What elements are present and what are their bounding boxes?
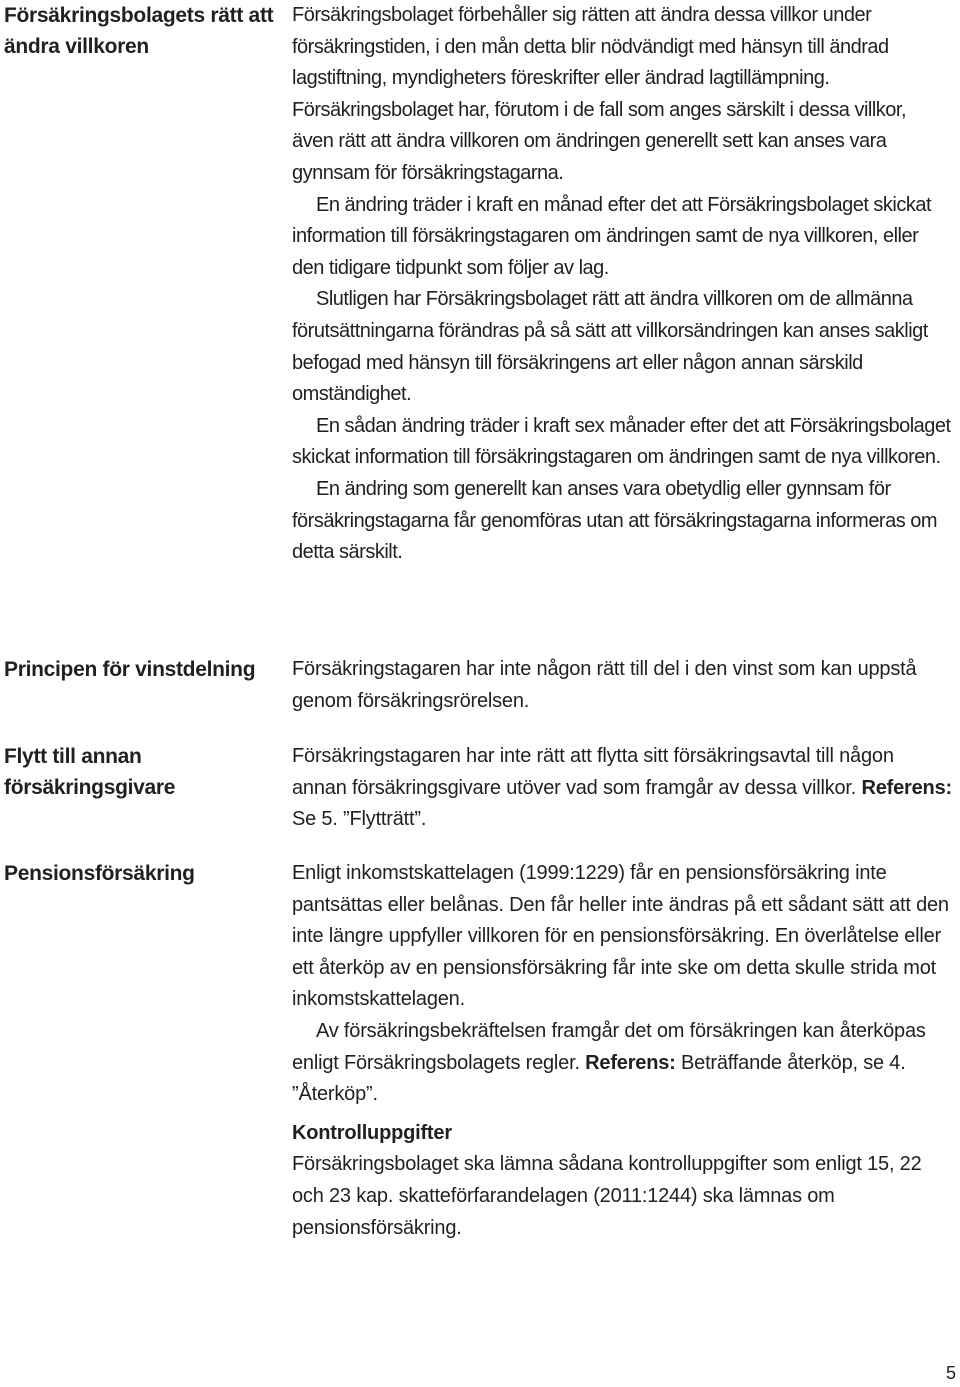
paragraph-text: Av försäkringsbekräftelsen framgår det om försäkringen kan återköpas enligt Försäkringsbolagets regler. <box>292 1019 926 1074</box>
reference-label: Referens: <box>861 776 952 799</box>
paragraph: Slutligen har Försäkringsbolaget rätt att ändra villkoren om de allmänna förutsättningarna förändras på så sätt att villkorsändringen kan anses sakligt befogad med hänsyn till försäkringens art eller någon annan särskild omständighet. <box>292 288 928 406</box>
paragraph: Försäkringstagaren har inte någon rätt till del i den vinst som kan uppstå genom försäkringsrörelsen. <box>292 658 917 712</box>
paragraph: En ändring träder i kraft en månad efter det att Försäkringsbolaget skickat information till försäkringstagaren om ändringen samt de nya villkoren, eller den tidigare tidpunkt som följer av lag. <box>292 193 932 279</box>
paragraph: Försäkringsbolaget ska lämna sådana kontrolluppgifter som enligt 15, 22 och 23 kap. skatteförfarandelagen (2011:1244) ska lämnas om pensionsförsäkring. <box>292 1153 922 1239</box>
section-heading: Försäkringsbolagets rätt att ändra villkoren <box>4 4 274 58</box>
paragraph: Enligt inkomstskattelagen (1999:1229) får en pensionsförsäkring inte pantsättas eller belånas. Den får heller inte ändras på ett sådant sätt att den inte längre uppfyller villkoren för en pensionsförsäkring. En överlåtelse eller ett återköp av en pensionsförsäkring får inte ske om detta skulle strida mot inkomstskattelagen. <box>292 862 949 1011</box>
section-body <box>292 0 952 569</box>
section-heading: Flytt till annan försäkringsgivare <box>4 745 176 799</box>
section-body <box>292 858 952 1244</box>
paragraph <box>292 741 952 836</box>
reference-label: Referens: <box>585 1051 676 1074</box>
section-body <box>292 741 952 836</box>
paragraph <box>292 1016 952 1111</box>
reference-text: Se 5. ”Flytträtt”. <box>292 808 427 831</box>
section-heading: Principen för vinstdelning <box>4 658 256 681</box>
paragraph: Försäkringsbolaget förbehåller sig rätten att ändra dessa villkor under försäkringstiden, i den mån detta blir nödvändigt med hänsyn till ändrad lagstiftning, myndigheters föreskrifter eller ändrad lagtillämpning. Försäkringsbolaget har, förutom i de fall som anges särskilt i dessa villkor, även rätt att ändra villkoren om ändringen generellt sett kan anses vara gynnsam för försäkringstagarna. <box>292 4 907 184</box>
section-heading: Pensionsförsäkring <box>4 862 195 885</box>
paragraph: En sådan ändring träder i kraft sex månader efter det att Försäkringsbolaget skickat information till försäkringstagaren om ändringen samt de nya villkoren. <box>292 414 951 469</box>
paragraph: En ändring som generellt kan anses vara obetydlig eller gynnsam för försäkringstagarna får genomföras utan att försäkringstagarna informeras om detta särskilt. <box>292 477 938 564</box>
page-number: 5 <box>945 1363 956 1383</box>
reference-text: Beträffande återköp, se 4. ”Återköp”. <box>292 1051 906 1106</box>
section-body <box>292 654 952 717</box>
paragraph-text: Försäkringstagaren har inte rätt att flytta sitt försäkringsavtal till någon annan försäkringsgivare utöver vad som framgår av dessa villkor. <box>292 745 894 799</box>
subheading: Kontrolluppgifter <box>292 1121 452 1144</box>
